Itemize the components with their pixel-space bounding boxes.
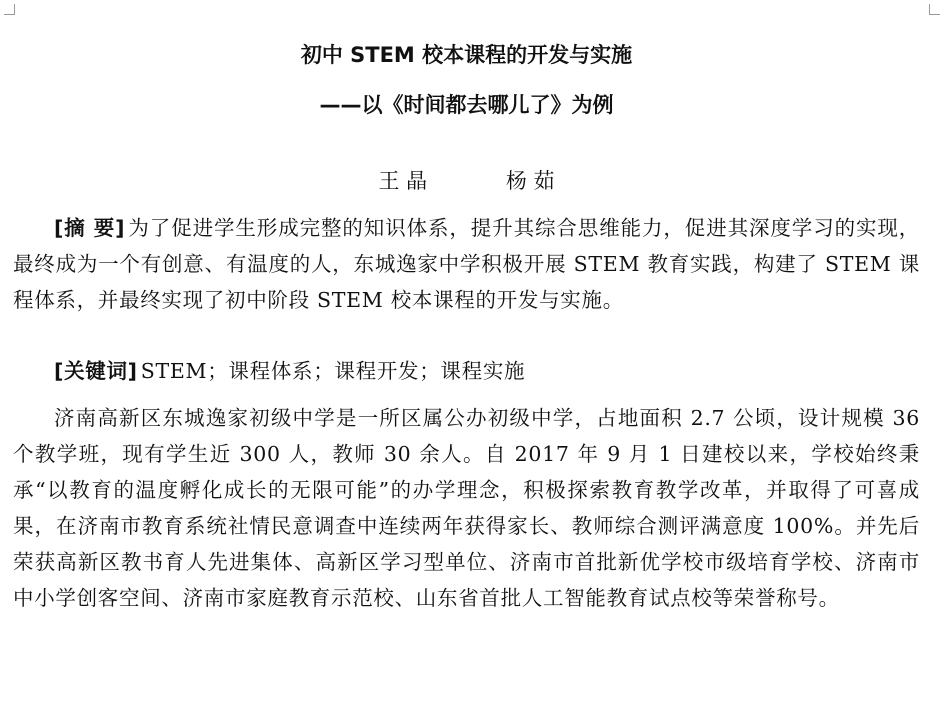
document-title: 初中 STEM 校本课程的开发与实施: [300, 43, 633, 68]
abstract-paragraph: [13, 210, 920, 318]
document-subtitle: ——以《时间都去哪儿了》为例: [319, 93, 614, 118]
abstract-label: [摘 要]: [54, 216, 126, 240]
abstract-text: 为了促进学生形成完整的知识体系，提升其综合思维能力，促进其深度学习的实现，最终成为一个有创意、有温度的人，东城逸家中学积极开展 STEM 教育实践，构建了 STEM 课程体系，并最终实现了初中阶段 STEM 校本课程的开发与实施。: [13, 216, 920, 312]
author-name: 王 晶: [378, 169, 428, 193]
body-section: [13, 400, 920, 616]
page-corner-mark-left: [4, 4, 15, 15]
author-line: [13, 166, 920, 196]
keywords-label: [关键词]: [54, 359, 138, 383]
keywords-text: STEM；课程体系；课程开发；课程实施: [140, 359, 526, 383]
keywords-paragraph: [13, 353, 920, 389]
author-name: 杨 茹: [505, 169, 555, 193]
abstract-section: [13, 210, 920, 318]
keywords-section: [13, 353, 920, 389]
page-corner-mark-right: [929, 4, 940, 15]
body-paragraph: 济南高新区东城逸家初级中学是一所区属公办初级中学，占地面积 2.7 公顷，设计规模 36 个教学班，现有学生近 300 人，教师 30 余人。自 2017 年 9 月 1 日建校以来，学校始终秉承“以教育的温度孵化成长的无限可能”的办学理念，积极探索教育教学改革，并取得了可喜成果，在济南市教育系统社情民意调查中连续两年获得家长、教师综合测评满意度 100%。并先后荣获高新区教书育人先进集体、高新区学习型单位、济南市首批新优学校市级培育学校、济南市中小学创客空间、济南市家庭教育示范校、山东省首批人工智能教育试点校等荣誉称号。: [13, 406, 920, 610]
